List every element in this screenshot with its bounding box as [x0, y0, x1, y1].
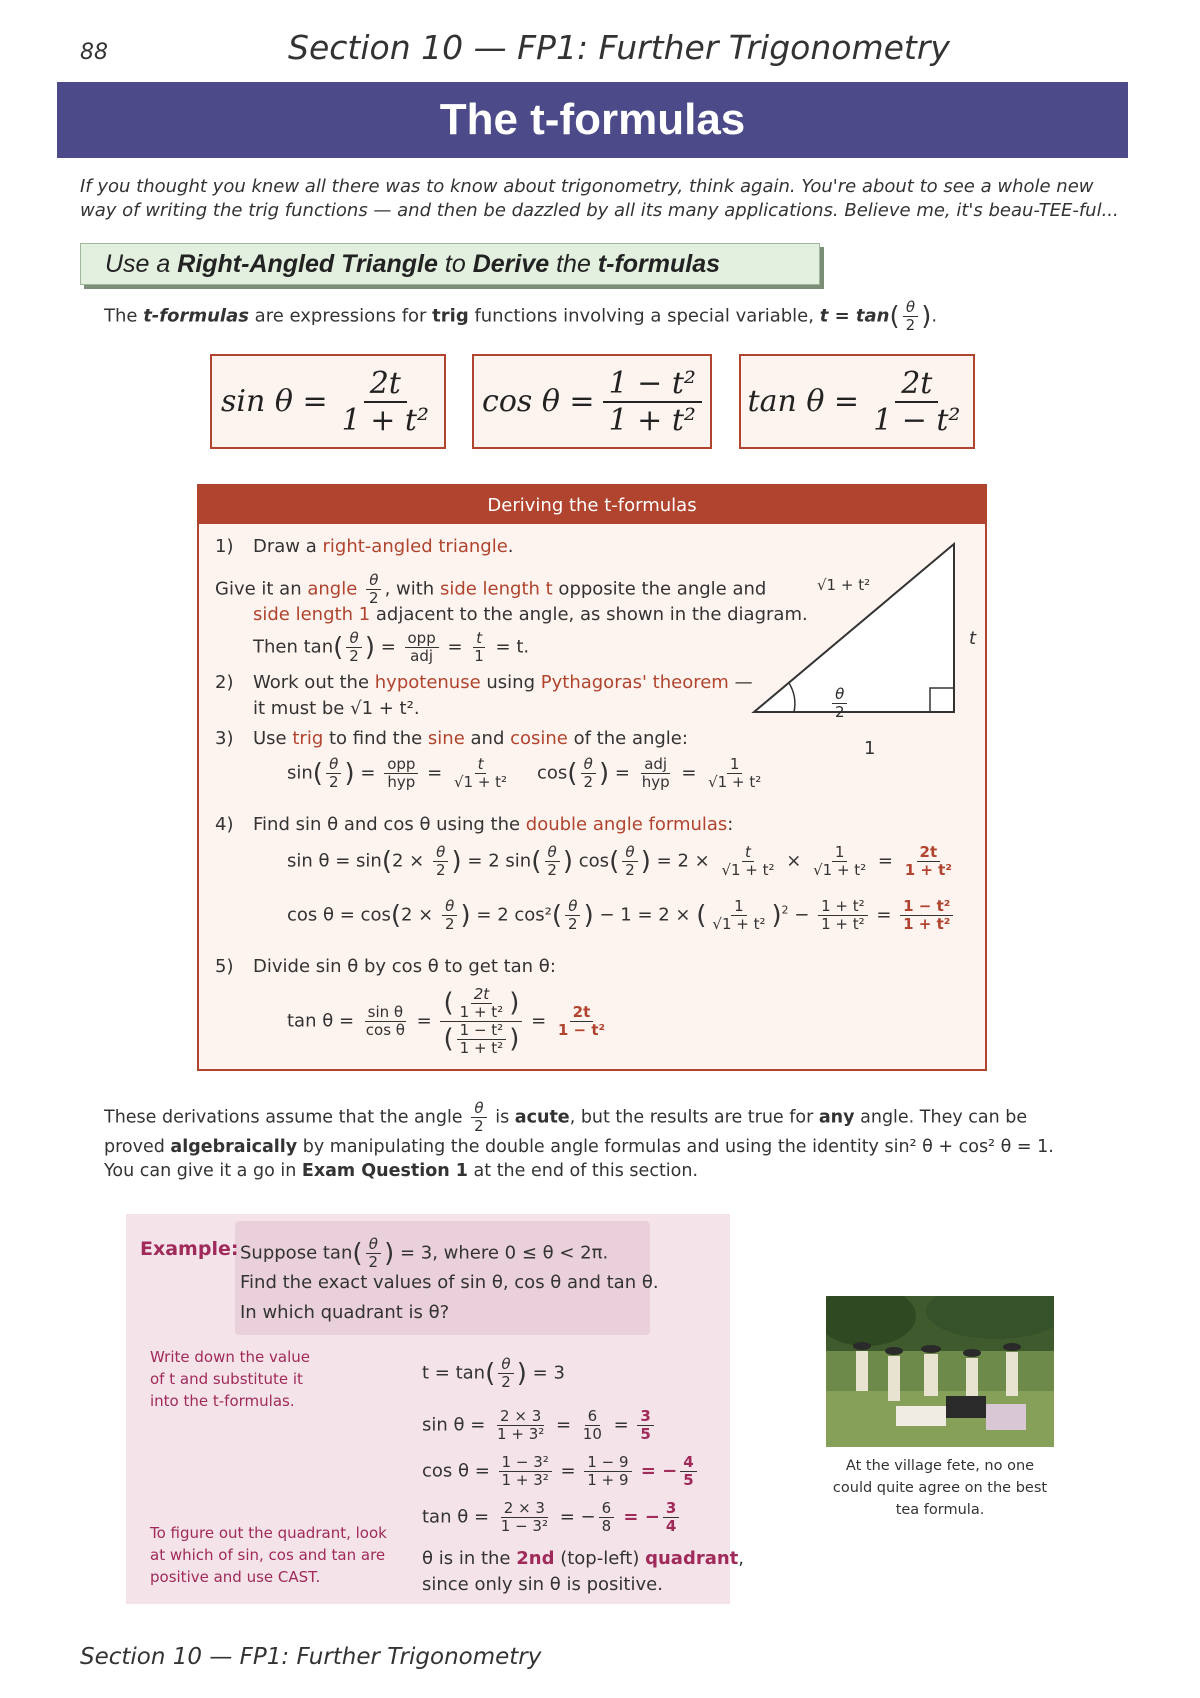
running-header: Section 10 — FP1: Further Trigonometry: [288, 28, 950, 67]
triangle-angle-label: [829, 686, 851, 721]
heading-bold: Derive: [472, 249, 550, 278]
heading-bold: t-formulas: [597, 249, 721, 278]
step-2-text: Work out the hypotenuse using Pythagoras' theorem —: [253, 672, 753, 693]
two: 2: [905, 316, 916, 334]
text: functions involving a special variable,: [468, 305, 820, 327]
text-bold: t = tan: [819, 305, 890, 327]
formula-numerator: 2t: [364, 366, 407, 403]
t-value-line: t = tan( $\frac{\theta}{2}$ ) = 3: [422, 1355, 565, 1391]
example-label: Example:: [140, 1238, 239, 1260]
triangle-hyp-label: √1 + t²: [817, 576, 871, 594]
page-number: 88: [80, 40, 108, 65]
triangle-shape: [754, 544, 954, 712]
tan-value-line: tan θ = $\frac{2 \times 3}{\text{1 − 3²}}$ = − $\frac{6}{8}$ = − $\frac{3}{4}$: [422, 1500, 682, 1535]
triangle-adj-label: 1: [864, 738, 876, 759]
example-question-2: Find the exact values of sin θ, cos θ and tan θ.: [240, 1272, 659, 1293]
step-3-text: Use trig to find the sine and cosine of the angle:: [253, 728, 688, 749]
village-fete-photo: [826, 1296, 1054, 1447]
side-note-substitute: Write down the value of t and substitute it into the t-formulas.: [150, 1348, 310, 1410]
formula-lhs: tan θ =: [747, 384, 860, 419]
cosine-ratio-line: cos( $\frac{\theta}{2}$ ) = adj hyp = $\frac{1}{\text{√1 + t²}}$: [537, 755, 762, 791]
definition-line: The t-formulas are expressions for trig functions involving a special variable, t = tan( $\frac{\theta}{2}$ ).: [104, 298, 938, 334]
formula-numerator: 2t: [895, 366, 938, 403]
text-bold: trig: [432, 305, 469, 327]
step-4-text: Find sin θ and cos θ using the double angle formulas:: [253, 814, 734, 835]
formula-lhs: sin θ =: [221, 384, 328, 419]
quadrant-answer: θ is in the 2nd (top-left) quadrant,: [422, 1548, 745, 1569]
cos-formula-box: [472, 354, 712, 449]
page-title: The t-formulas: [57, 82, 1128, 158]
triangle-diagram: [739, 536, 979, 736]
example-question-1: Suppose tan( $\frac{\theta}{2}$ ) = 3, where 0 ≤ θ < 2π.: [240, 1235, 609, 1271]
intro-paragraph: If you thought you knew all there was to know about trigonometry, think again. You're about to see a whole new way of writing the trig functions — and then be dazzled by all its many applications. Believe me, it's beau-TEE-ful...: [80, 176, 1119, 221]
heading-text: to: [444, 249, 466, 278]
photo-caption: At the village fete, no one could quite agree on the best tea formula.: [832, 1458, 1048, 1518]
cos-value-line: cos θ = $\frac{\text{1 − 3²}}{\text{1 + 3²}}$ = $\frac{1 - 9}{1 + 9}$ = − $\frac{4}{5}$: [422, 1454, 700, 1489]
formula-numerator: 1 − t²: [603, 366, 702, 403]
sin-double-angle-line: sin θ = sin(2 × $\frac{\theta}{2}$ ) = 2 sin( $\frac{\theta}{2}$ ) cos( $\frac{\theta}{2}$ ) = 2 × $\frac{t}{\text{√1 + t²}}$ × $\frac{1}{\text{√1 + t²}}$ = $\frac{2t}{\text{1 + t²}}$: [287, 843, 952, 879]
derivation-header: Deriving the t-formulas: [199, 486, 985, 524]
side-note-quadrant: To figure out the quadrant, look at which of sin, cos and tan are positive and use CAST.: [150, 1524, 387, 1586]
step-number: 5): [215, 956, 234, 977]
adjacent-text: side length 1 adjacent to the angle, as shown in the diagram.: [253, 604, 808, 625]
derivation-box: [197, 484, 987, 1071]
text-bold: t-formulas: [143, 305, 249, 327]
tan-derivation-line: tan θ = $\frac{\text{sin θ}}{\text{cos θ}}$ = ( $\frac{2t}{\text{1 + t²}}$ ) ( $\frac{\text{1 − t²}}{\text{1 + t²}}$ ) = $\frac{2t}{\text{1 − t²}}$: [287, 985, 606, 1057]
cos-double-angle-line: cos θ = cos(2 × $\frac{\theta}{2}$ ) = 2 cos²( $\frac{\theta}{2}$ ) − 1 = 2 × ( $\frac{1}{\text{√1 + t²}}$ )$^2$ − $\frac{\text{1 + t²}}{\text{1 + t²}}$ = $\frac{\text{1 − t²}}{\text{1 + t²}}$: [287, 898, 956, 933]
section-heading: [80, 243, 820, 285]
step-1-text: Draw a right-angled triangle.: [253, 536, 514, 557]
formula-lhs: cos θ =: [482, 384, 595, 419]
step-number: 4): [215, 814, 234, 835]
theta: θ: [832, 686, 847, 704]
give-angle-text: Give it an angle $\frac{\theta}{2}$ , with side length t opposite the angle and: [215, 571, 767, 607]
tan-ratio-line: Then tan( $\frac{\theta}{2}$ ) = opp adj = $\frac{t}{1}$ = t.: [253, 629, 530, 665]
formula-denominator: 1 + t²: [341, 402, 429, 438]
heading-text: the: [556, 249, 591, 278]
heading-bold: Right-Angled Triangle: [177, 249, 438, 278]
quadrant-reason: since only sin θ is positive.: [422, 1574, 663, 1595]
example-question-3: In which quadrant is θ?: [240, 1302, 450, 1323]
formula-denominator: 1 − t²: [873, 402, 961, 438]
sin-formula-box: [210, 354, 446, 449]
hypotenuse-result: it must be √1 + t².: [253, 698, 420, 719]
two: 2: [835, 703, 845, 721]
theta: θ: [903, 299, 918, 317]
sine-ratio-line: sin( $\frac{\theta}{2}$ ) = opp hyp = $\frac{t}{\text{√1 + t²}}$: [287, 755, 508, 791]
formula-denominator: 1 + t²: [608, 402, 696, 438]
step-5-text: Divide sin θ by cos θ to get tan θ:: [253, 956, 556, 977]
triangle-opp-label: t: [969, 628, 977, 649]
assumption-paragraph: These derivations assume that the angle $\frac{\theta}{2}$ is acute, but the results are true for any angle. They can be proved algebraically by manipulating the double angle formulas and using the identity sin² θ + cos² θ = 1. You can give it a go in Exam Question 1 at the end of this section.: [104, 1099, 1054, 1181]
step-number: 1): [215, 536, 234, 557]
text: are expressions for: [248, 305, 433, 327]
tan-formula-box: [739, 354, 975, 449]
page-footer: Section 10 — FP1: Further Trigonometry: [80, 1644, 542, 1670]
step-number: 2): [215, 672, 234, 693]
text: The: [104, 305, 144, 327]
sin-value-line: sin θ = $\frac{2 \times 3}{\text{1 + 3²}}$ = $\frac{6}{10}$ = $\frac{3}{5}$: [422, 1408, 657, 1443]
heading-text: Use a: [105, 249, 171, 278]
step-number: 3): [215, 728, 234, 749]
